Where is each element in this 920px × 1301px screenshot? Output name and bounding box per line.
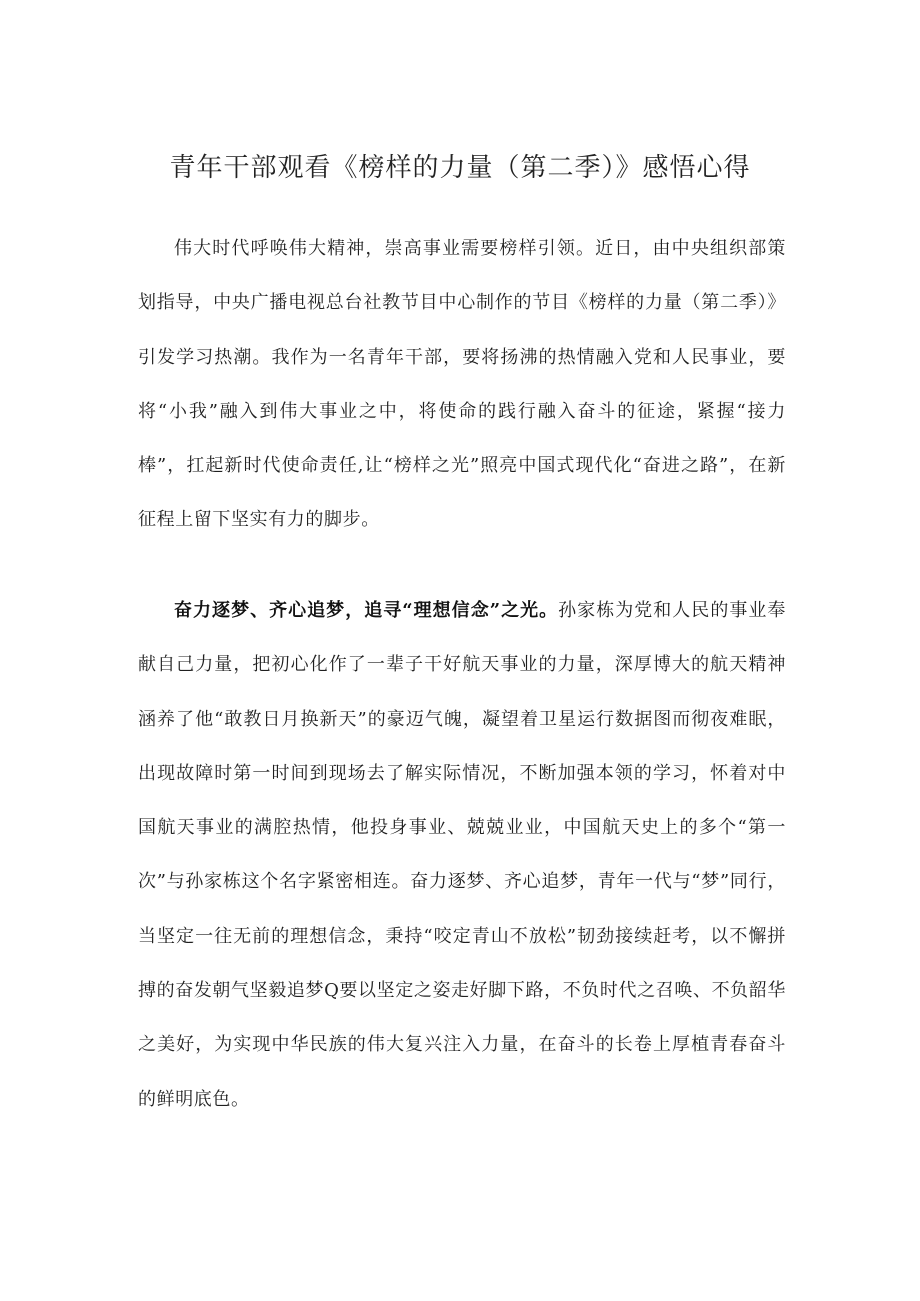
document-title: 青年干部观看《榜样的力量（第二季）》感悟心得 (169, 153, 751, 183)
paragraph-section-1-body: 孙家栋为党和人民的事业奉献自己力量，把初心化作了一辈子干好航天事业的力量，深厚博大的航天精神涵养了他“敢教日月换新天”的豪迈气魄，凝望着卫星运行数据图而彻夜难眠，出现故障时第一时间到现场去了解实际情况，不断加强本领的学习，怀着对中国航天事业的满腔热情，他投身事业、兢兢业业，中国航天史上的多个“第一次”与孙家栋这个名字紧密相连。奋力逐梦、齐心追梦，青年一代与“梦”同行，当坚定一往无前的理想信念，秉持“咬定青山不放松”韧劲接续赶考，以不懈拼搏的奋发朝气坚毅追梦Q要以坚定之姿走好脚下路，不负时代之召唤、不负韶华之美好，为实现中华民族的伟大复兴注入力量，在奋斗的长卷上厚植青春奋斗的鲜明底色。 (138, 600, 786, 1110)
paragraph-intro (138, 222, 786, 548)
paragraph-intro-body: 伟大时代呼唤伟大精神，崇高事业需要榜样引领。近日，由中央组织部策划指导，中央广播电视总台社教节目中心制作的节目《榜样的力量（第二季）》引发学习热潮。我作为一名青年干部，要将扬沸的热情融入党和人民事业，要将“小我”融入到伟大事业之中，将使命的践行融入奋斗的征途，紧握“接力棒”，扛起新时代使命责任,让“榜样之光”照亮中国式现代化“奋进之路”，在新征程上留下坚实有力的脚步。 (138, 238, 786, 531)
paragraph-section-1 (138, 584, 786, 1127)
paragraph-section-1-heading: 奋力逐梦、齐心追梦，追寻“理想信念”之光。 (174, 600, 559, 621)
